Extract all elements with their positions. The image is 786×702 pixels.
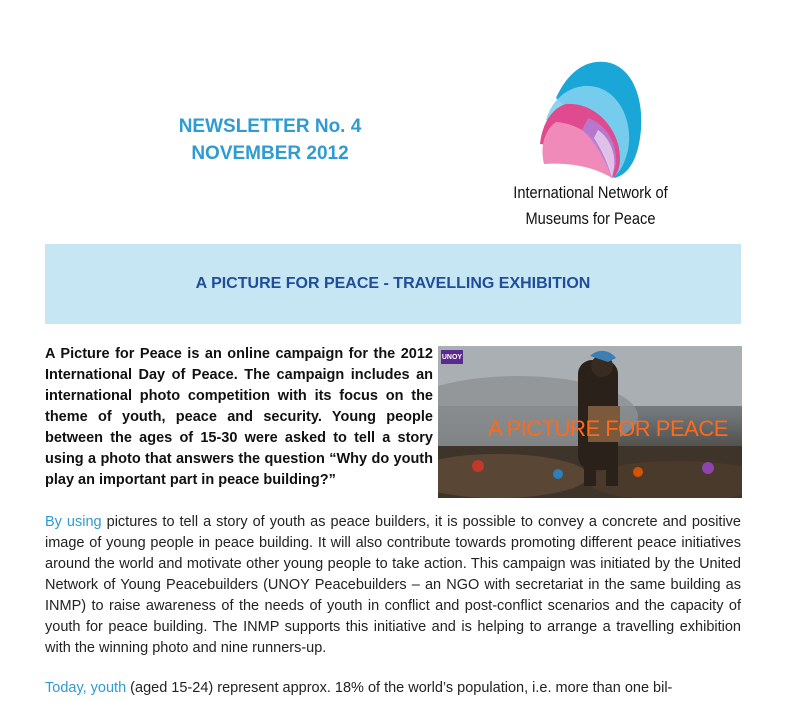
campaign-photo [438, 346, 742, 498]
organization-name-line1: International Network of [513, 183, 668, 202]
body-paragraph-2 [45, 678, 741, 699]
newsletter-header [150, 113, 390, 167]
section-title: A PICTURE FOR PEACE - TRAVELLING EXHIBITION [195, 275, 591, 292]
newsletter-date: NOVEMBER 2012 [191, 143, 349, 164]
organization-name-line2: Museums for Peace [525, 209, 656, 228]
body-paragraph-1-text: pictures to tell a story of youth as peace builders, it is possible to convey a concrete and positive image of young people in peace building. It will also contribute towards promoting different peace initiatives around the world and motivate other young people to take action. This campaign was initiated by the United Network of Young Peacebuilders (UNOY Peacebuilders – an NGO with secretariat in the same building as INMP) to raise awareness of the needs of youth in conflict and post-conflict scenarios and the capacity of youth for peace building. The INMP supports this initiative and is helping to arrange a travelling exhibition with the winning photo and nine runners-up. [45, 514, 741, 656]
body-paragraph-1 [45, 512, 741, 659]
body-paragraph-2-lead: Today, youth [45, 680, 127, 696]
organization-name [502, 180, 678, 232]
inmp-logo-icon [536, 58, 648, 180]
intro-paragraph: A Picture for Peace is an online campaign for the 2012 International Day of Peace. The campaign includes an international photo competition with its focus on the theme of youth, peace and security. Young people between the ages of 15-30 were asked to tell a story using a photo that answers the question “Why do youth play an important part in peace building?” [45, 346, 433, 488]
photo-caption: A PICTURE FOR PEACE [488, 416, 728, 441]
body-paragraph-1-lead: By using [45, 514, 102, 530]
section-banner [45, 244, 741, 324]
body-paragraph-2-text: (aged 15-24) represent approx. 18% of the world’s population, i.e. more than one bil- [126, 680, 673, 696]
newsletter-number: NEWSLETTER No. 4 [178, 116, 362, 137]
unoy-badge: UNOY [441, 350, 463, 364]
